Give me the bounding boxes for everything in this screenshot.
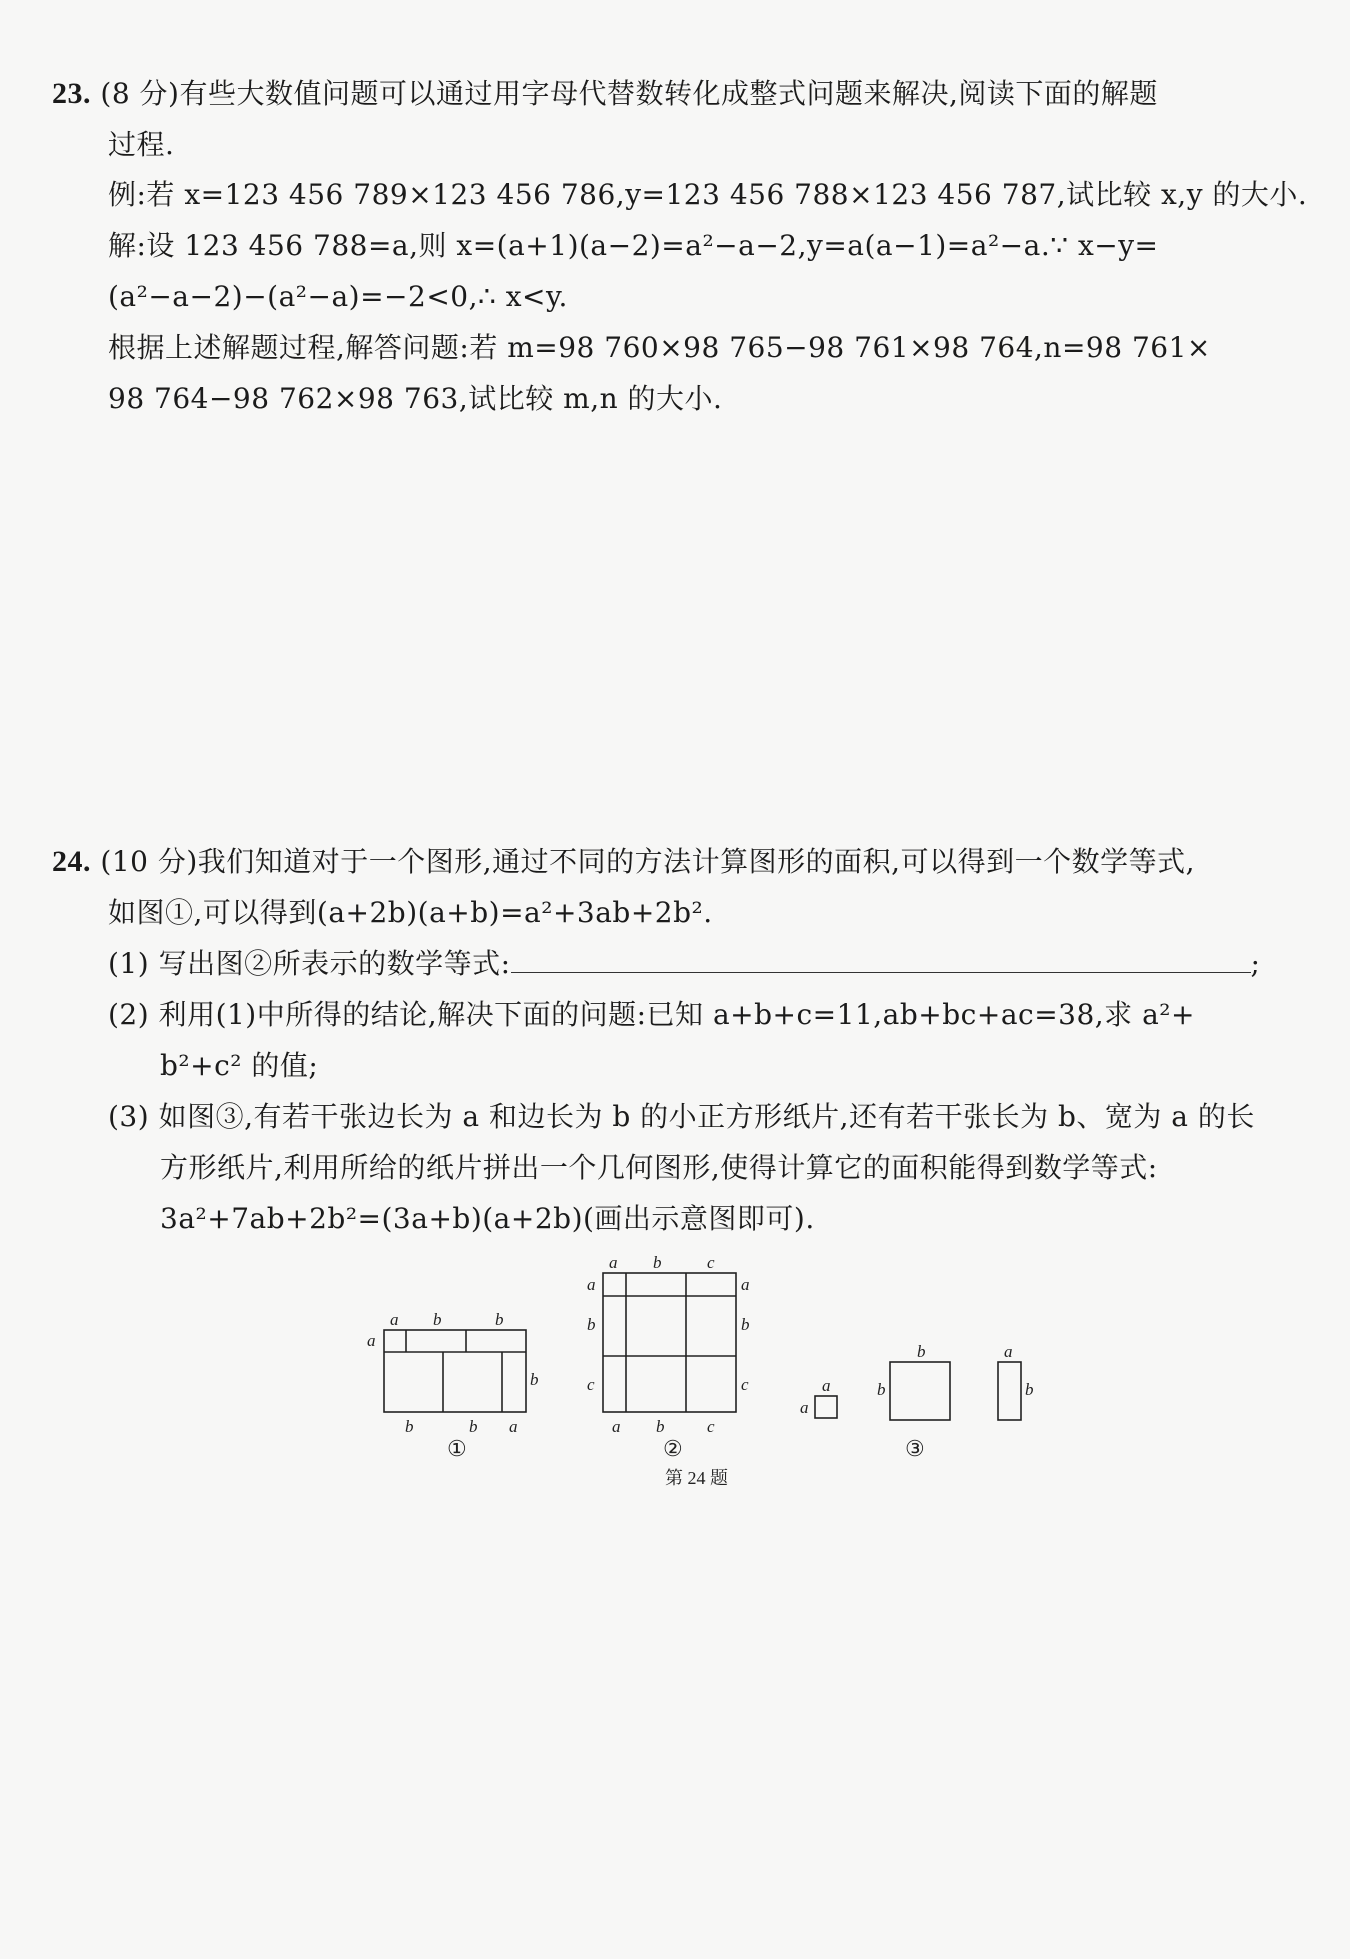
fig1-bottom-label: b	[469, 1417, 478, 1436]
q24-part-3-line-2: 方形纸片,利用所给的纸片拼出一个几何图形,使得计算它的面积能得到数学等式:	[160, 1151, 1158, 1184]
figure-caption: 第 24 题	[665, 1468, 728, 1488]
q24-number: 24.	[52, 845, 91, 878]
q24-part-2-line-2: b²+c² 的值;	[160, 1049, 319, 1082]
figure-1-diagram	[384, 1330, 526, 1412]
q23-task-1: 根据上述解题过程,解答问题:若 m=98 760×98 765−98 761×98 764,n=98 761×	[108, 331, 1211, 364]
q24-part-3-line-3: 3a²+7ab+2b²=(3a+b)(a+2b)(画出示意图即可).	[160, 1202, 815, 1235]
q23-task-2: 98 764−98 762×98 763,试比较 m,n 的大小.	[108, 382, 723, 415]
small-square-a	[815, 1396, 837, 1418]
big-square-b	[890, 1362, 950, 1420]
fig3-big-square-top: b	[917, 1342, 926, 1361]
fig3-small-square-side: a	[800, 1398, 809, 1417]
fig2-left-label: a	[587, 1275, 596, 1294]
q23-solution-1: 解:设 123 456 788=a,则 x=(a+1)(a−2)=a²−a−2,y=a(a−1)=a²−a.∵ x−y=	[108, 229, 1159, 262]
fig2-bottom-label: a	[612, 1417, 621, 1436]
answer-blank[interactable]	[511, 944, 1251, 973]
fig2-top-label: a	[609, 1253, 618, 1272]
fig2-top-label: c	[707, 1253, 715, 1272]
q24-line-2: 如图①,可以得到(a+2b)(a+b)=a²+3ab+2b².	[108, 896, 713, 929]
q23-solution-2: (a²−a−2)−(a²−a)=−2<0,∴ x<y.	[108, 280, 568, 313]
fig2-left-label: b	[587, 1315, 596, 1334]
q24-part-1-text: (1) 写出图②所表示的数学等式:	[108, 947, 511, 980]
figure-2-label: ②	[663, 1436, 683, 1461]
fig2-right-label: a	[741, 1275, 750, 1294]
figure-2-diagram	[603, 1273, 736, 1412]
q24-part-1-end: ;	[1250, 947, 1261, 980]
fig3-rect-side: b	[1025, 1380, 1034, 1399]
figure-3-label: ③	[905, 1436, 925, 1461]
fig2-bottom-label: c	[707, 1417, 715, 1436]
fig1-bottom-label: b	[405, 1417, 414, 1436]
fig2-right-label: c	[741, 1375, 749, 1394]
fig1-top-label: b	[495, 1310, 504, 1329]
q23-line-2: 过程.	[108, 128, 175, 161]
figure-24	[0, 1240, 1350, 1500]
q23-line-1	[52, 74, 1158, 114]
fig1-top-label: a	[390, 1310, 399, 1329]
q23-number: 23.	[52, 77, 91, 110]
fig3-rect-top: a	[1004, 1342, 1013, 1361]
fig3-small-square-top: a	[822, 1376, 831, 1395]
q23-intro: (8 分)有些大数值问题可以通过用字母代替数转化成整式问题来解决,阅读下面的解题	[100, 77, 1158, 110]
q24-part-1	[108, 944, 1260, 984]
fig1-top-label: b	[433, 1310, 442, 1329]
fig2-left-label: c	[587, 1375, 595, 1394]
q23-example: 例:若 x=123 456 789×123 456 786,y=123 456 788×123 456 787,试比较 x,y 的大小.	[108, 178, 1308, 211]
fig3-big-square-side: b	[877, 1380, 886, 1399]
rectangle-a-b	[998, 1362, 1021, 1420]
fig2-top-label: b	[653, 1253, 662, 1272]
figure-1-label: ①	[447, 1436, 467, 1461]
fig1-right-label: b	[530, 1370, 539, 1389]
figure-3-diagram	[815, 1362, 1021, 1420]
fig2-bottom-label: b	[656, 1417, 665, 1436]
q24-intro: (10 分)我们知道对于一个图形,通过不同的方法计算图形的面积,可以得到一个数学等式,	[100, 845, 1195, 878]
q24-part-2-line-1: (2) 利用(1)中所得的结论,解决下面的问题:已知 a+b+c=11,ab+bc+ac=38,求 a²+	[108, 998, 1195, 1031]
fig1-left-label: a	[367, 1331, 376, 1350]
q24-line-1	[52, 842, 1195, 882]
fig1-bottom-label: a	[509, 1417, 518, 1436]
q24-part-3-line-1: (3) 如图③,有若干张边长为 a 和边长为 b 的小正方形纸片,还有若干张长为 b、宽为 a 的长	[108, 1100, 1255, 1133]
fig2-right-label: b	[741, 1315, 750, 1334]
